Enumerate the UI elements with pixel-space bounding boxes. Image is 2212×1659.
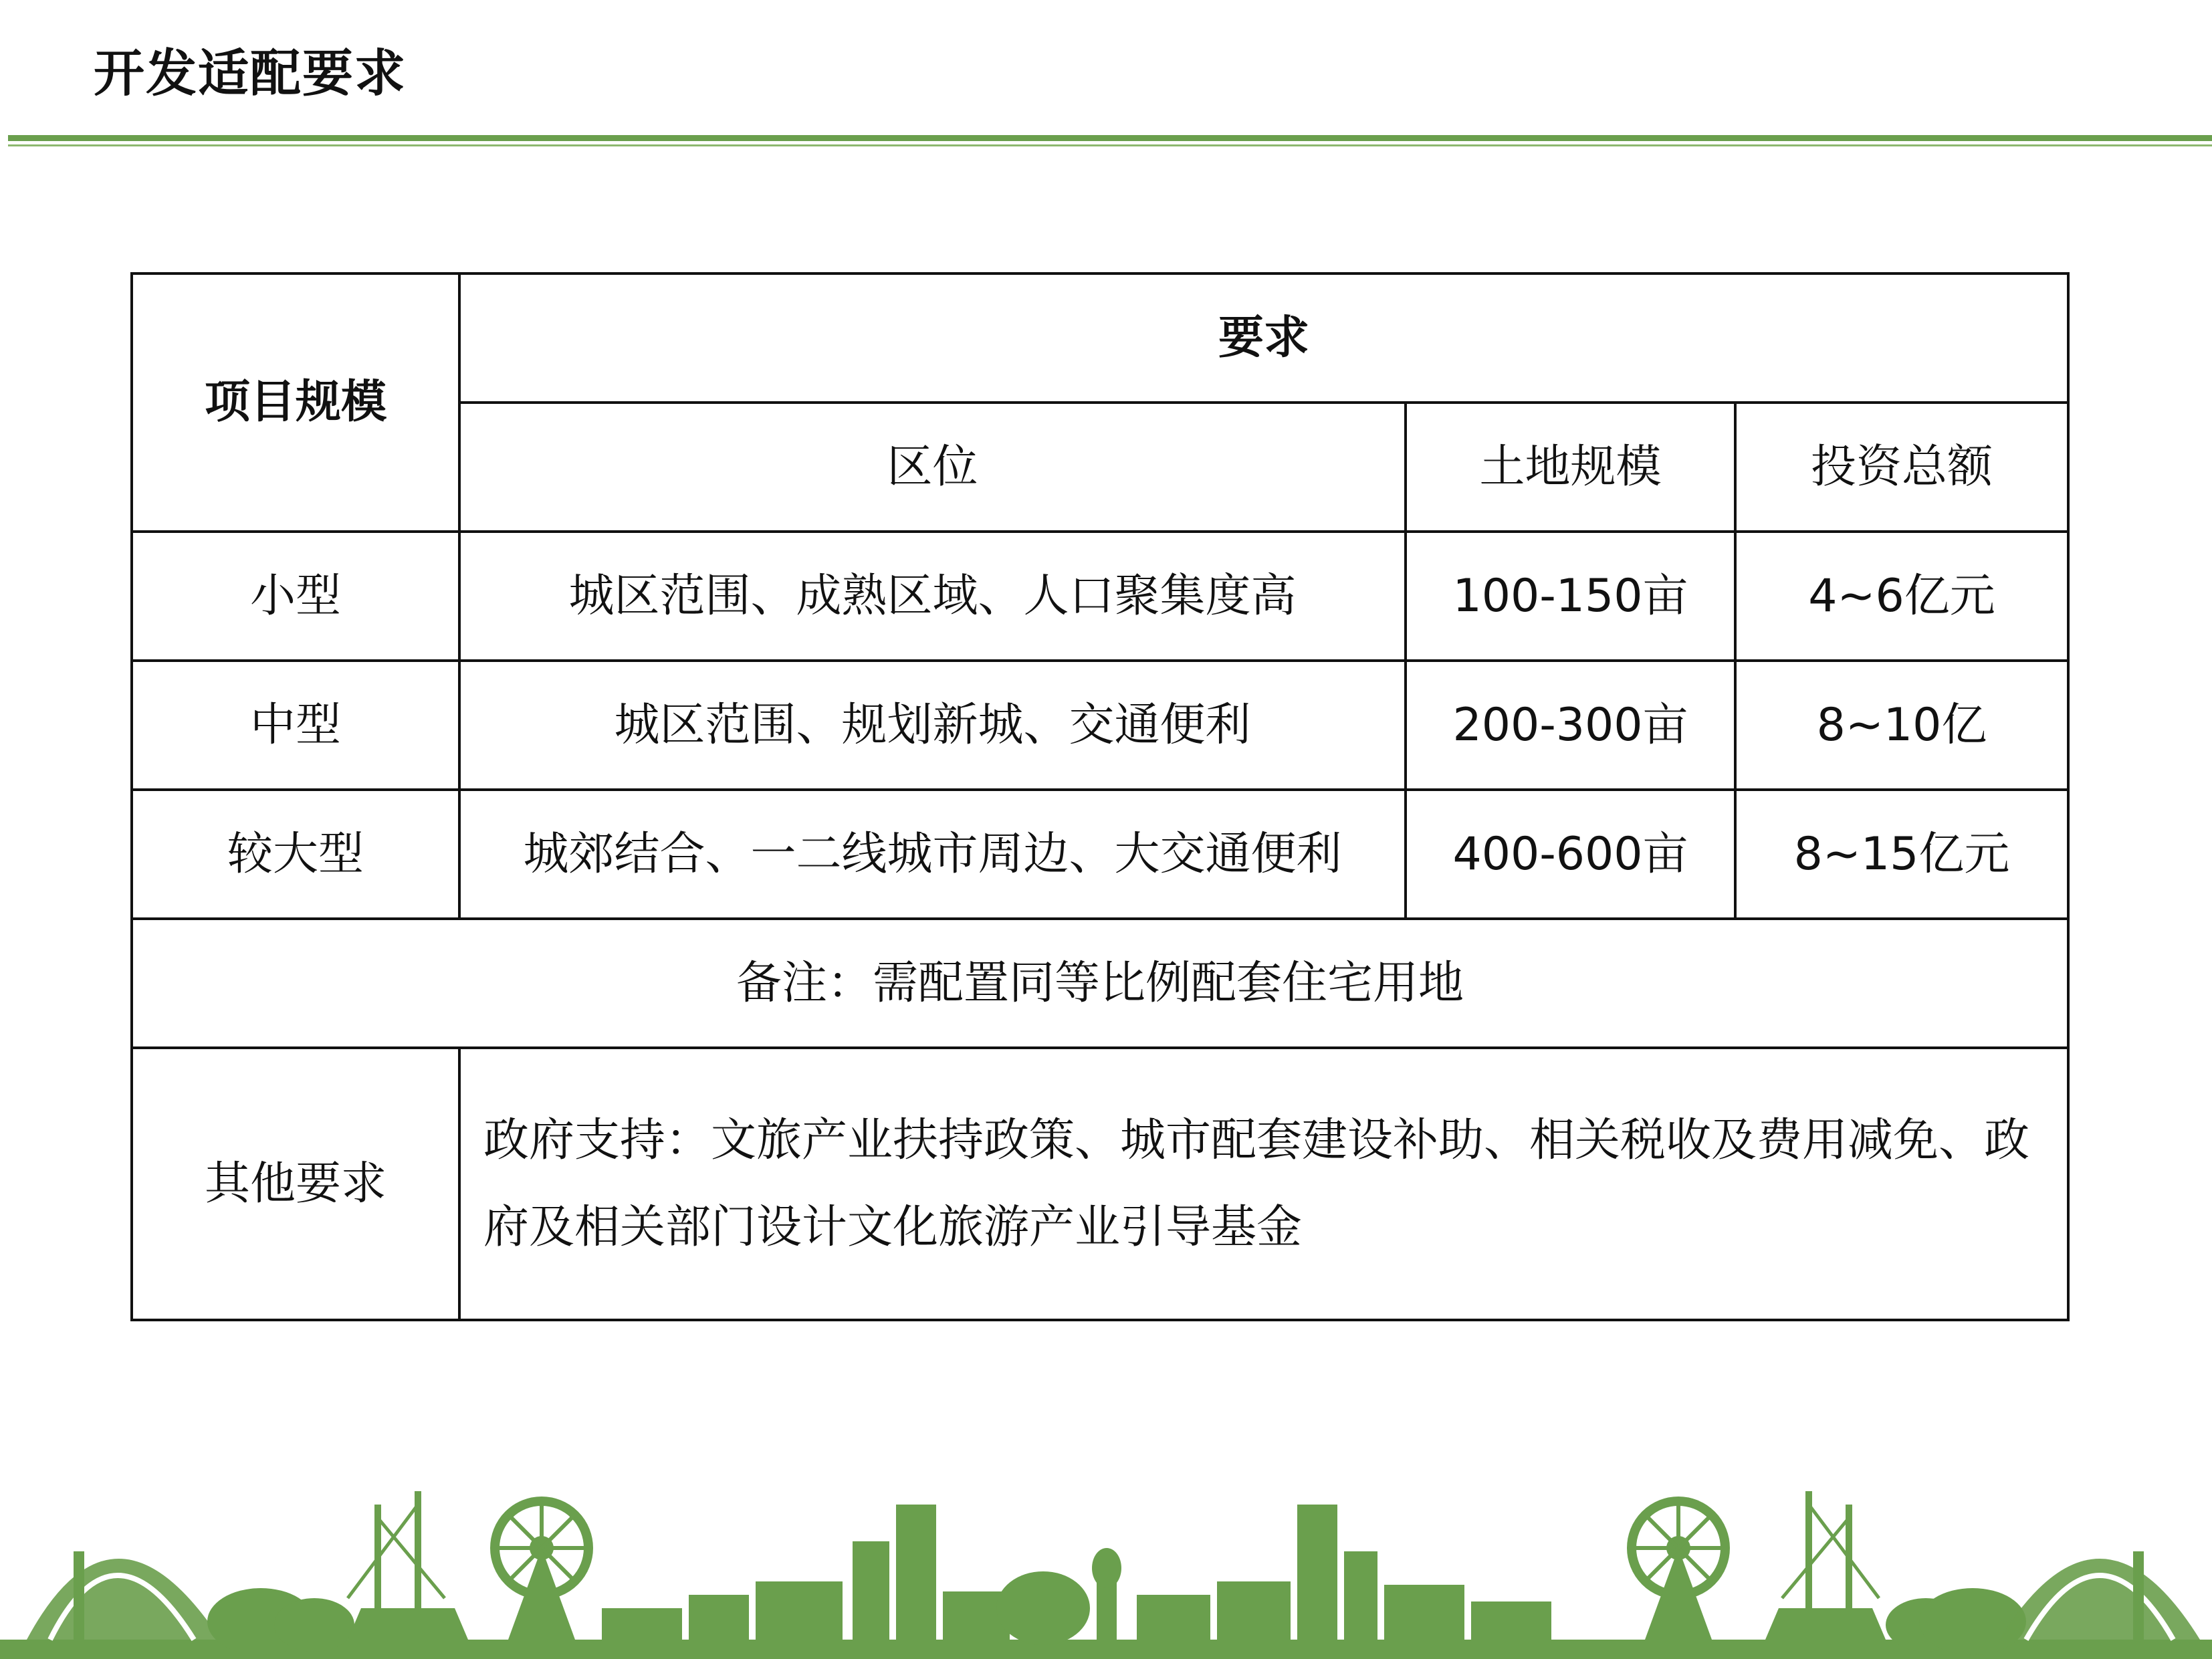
header-project-scale: 项目规模	[132, 273, 459, 532]
note-cell: 备注：需配置同等比例配套住宅用地	[132, 919, 2068, 1048]
cell-location: 城区范围、成熟区域、人口聚集度高	[459, 532, 1406, 661]
title-divider-thin	[8, 144, 2212, 146]
cell-location: 城区范围、规划新城、交通便利	[459, 661, 1406, 790]
table-row	[132, 532, 2068, 661]
subheader-investment: 投资总额	[1735, 403, 2068, 532]
header-requirements: 要求	[459, 273, 2068, 403]
table-row	[132, 661, 2068, 790]
cell-scale: 中型	[132, 661, 459, 790]
table-row	[132, 790, 2068, 919]
city-skyline-icon	[0, 1464, 2212, 1659]
cell-land: 100-150亩	[1406, 532, 1735, 661]
page-title: 开发适配要求	[94, 43, 407, 103]
cell-investment: 4~6亿元	[1735, 532, 2068, 661]
cell-location: 城郊结合、一二线城市周边、大交通便利	[459, 790, 1406, 919]
cell-investment: 8~10亿	[1735, 661, 2068, 790]
subheader-land-scale: 土地规模	[1406, 403, 1735, 532]
note-row	[132, 919, 2068, 1048]
subheader-location: 区位	[459, 403, 1406, 532]
cell-land: 200-300亩	[1406, 661, 1735, 790]
table-header-row	[132, 273, 2068, 403]
cell-investment: 8~15亿元	[1735, 790, 2068, 919]
cell-scale: 较大型	[132, 790, 459, 919]
other-requirements-text: 政府支持：文旅产业扶持政策、城市配套建设补助、相关税收及费用减免、政府及相关部门设计文化旅游产业引导基金	[459, 1048, 2068, 1320]
title-divider	[8, 135, 2212, 141]
requirements-table	[130, 272, 2070, 1321]
other-requirements-row	[132, 1048, 2068, 1320]
cell-scale: 小型	[132, 532, 459, 661]
cell-land: 400-600亩	[1406, 790, 1735, 919]
other-requirements-label: 其他要求	[132, 1048, 459, 1320]
